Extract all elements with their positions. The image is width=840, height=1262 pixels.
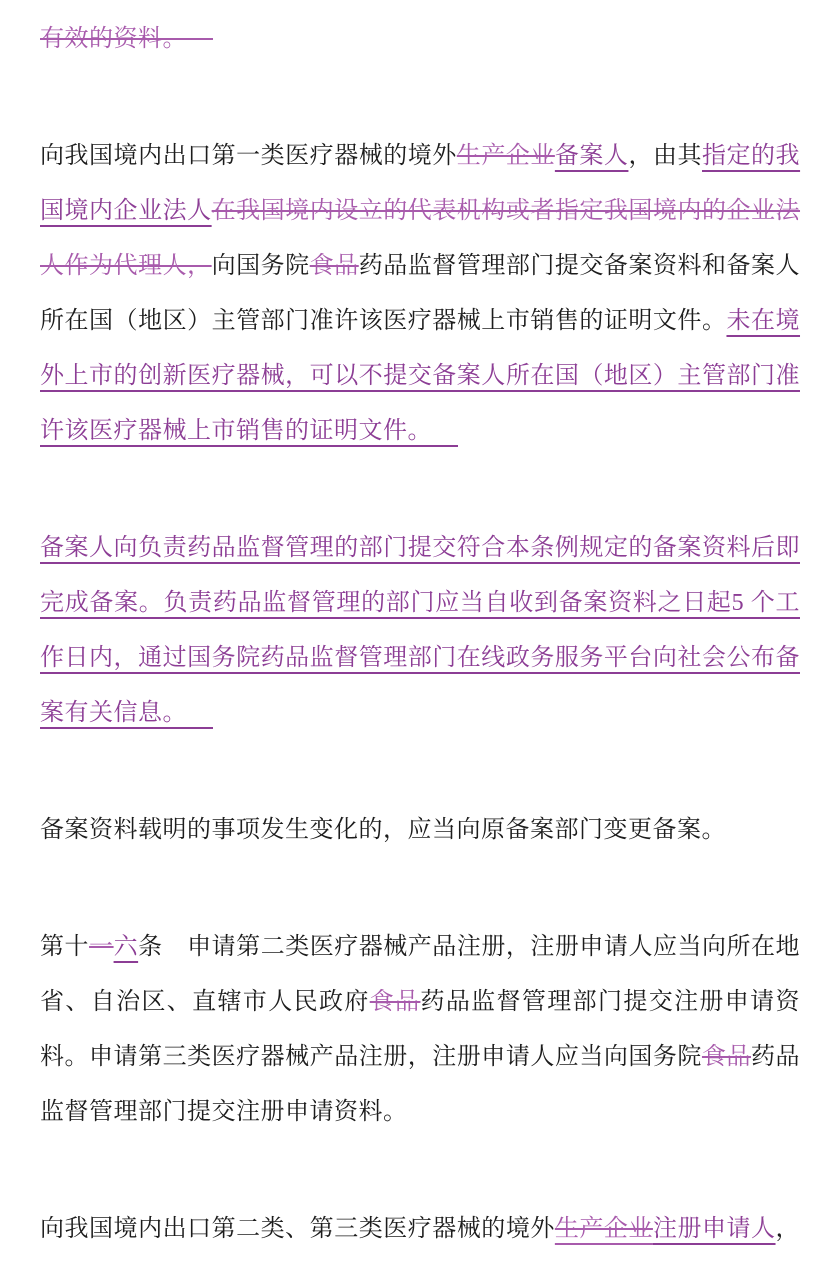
deleted-run: 食品 — [701, 1044, 751, 1070]
inserted-space-mark — [432, 415, 458, 447]
paragraph-class1-export-filing — [40, 129, 800, 459]
paragraph-class23-export — [40, 1202, 800, 1257]
deleted-run: 有效的资料。 — [40, 26, 187, 52]
text-run: 向我国境内出口第一类医疗器械的境外 — [40, 143, 457, 169]
deleted-run: 一 — [89, 934, 114, 960]
text-run: 备案资料载明的事项发生变化的，应当向原备案部门变更备案。 — [40, 817, 726, 843]
text-run: ，由其 — [628, 143, 702, 169]
paragraph-filing-completion-inserted — [40, 521, 800, 741]
deleted-run: 生产企业 — [456, 143, 555, 169]
deleted-inserted-run: 生产企业 — [554, 1216, 653, 1242]
text-run: 药品监督管理部门提交注册申请资料。 — [40, 1044, 801, 1125]
paragraph-deleted-fragment — [40, 12, 800, 67]
text-run: 药品监督管理部门提交备案资料和备案人所在国（地区）主管部门准许该医疗器械上市销售的证明文件。 — [40, 253, 801, 334]
text-run: 条 申请第二类医疗器械产品注册，注册申请人应当向所在地省、自治区、直辖市人民政府 — [40, 934, 801, 1015]
text-run: 第十 — [40, 934, 90, 960]
deleted-space-mark — [187, 23, 213, 55]
paragraph-article-16 — [40, 920, 800, 1140]
inserted-run: 指定的我国境内企业法人 — [40, 143, 801, 224]
inserted-run: 备案人向负责药品监督管理的部门提交符合本条例规定的备案资料后即完成备案。负责药品监督管理的部门应当自收到备案资料之日起5 个工作日内，通过国务院药品监督管理部门在线政务服务平台向社会公布备案有关信息。 — [40, 535, 800, 726]
paragraph-filing-change — [40, 803, 800, 858]
inserted-run: 六 — [113, 934, 139, 960]
text-run: 向我国境内出口第二类、第三类医疗器械的境外 — [40, 1216, 555, 1242]
deleted-run: 食品 — [369, 989, 421, 1015]
inserted-run: 未在境外上市的创新医疗器械，可以不提交备案人所在国（地区）主管部门准许该医疗器械上市销售的证明文件。 — [40, 308, 801, 444]
deleted-run: 食品 — [309, 253, 359, 279]
inserted-run: 备案人 — [554, 143, 629, 169]
inserted-run: 注册申请人 — [652, 1216, 776, 1242]
text-run: 药品监督管理部门提交注册申请资料。申请第三类医疗器械产品注册，注册申请人应当向国务院 — [40, 989, 801, 1070]
text-run: ， — [775, 1216, 801, 1242]
inserted-space-mark — [187, 697, 213, 729]
deleted-run: 在我国境内设立的代表机构或者指定我国境内的企业法人作为代理人， — [40, 198, 801, 279]
text-run: 向国务院 — [211, 253, 310, 279]
